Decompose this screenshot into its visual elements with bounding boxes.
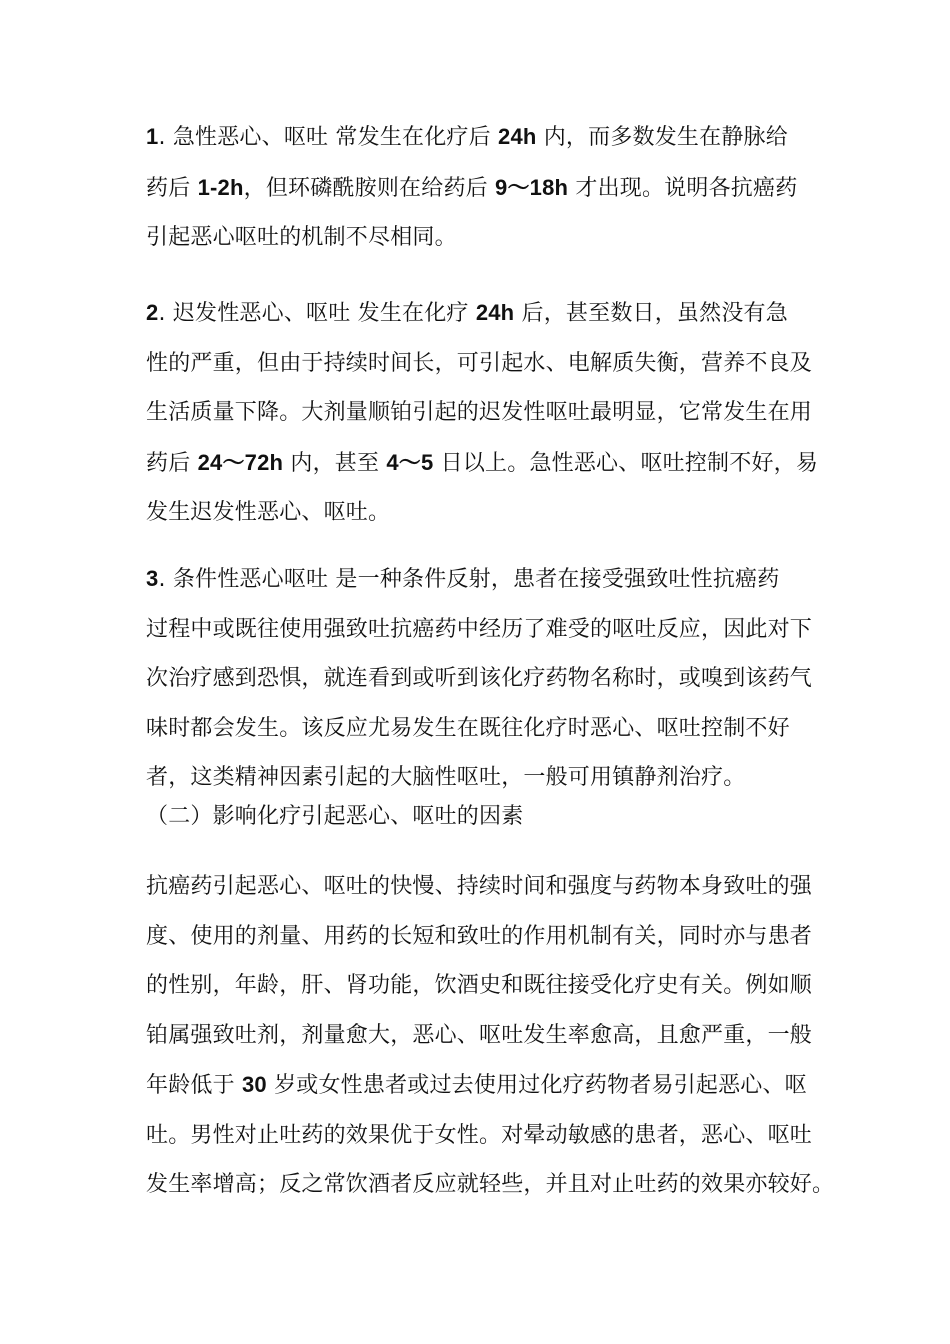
bold-value: 24～72h bbox=[197, 449, 284, 475]
text-segment: 铂属强致吐剂，剂量愈大，恶心、呕吐发生率愈高，且愈严重，一般 bbox=[146, 1022, 813, 1048]
text-line bbox=[146, 488, 818, 538]
text-line bbox=[146, 1011, 834, 1061]
text-line bbox=[146, 862, 834, 912]
bold-value: 24h bbox=[475, 300, 515, 325]
text-segment: . 条件性恶心呕吐 是一种条件反射，患者在接受强致吐性抗癌药 bbox=[158, 567, 780, 592]
text-line bbox=[146, 163, 797, 214]
text-line bbox=[146, 1160, 834, 1210]
text-line bbox=[146, 112, 797, 163]
text-segment: 味时都会发生。该反应尤易发生在既往化疗时恶心、呕吐控制不好 bbox=[146, 715, 790, 741]
text-segment: 后，甚至数日，虽然没有急 bbox=[514, 301, 788, 326]
text-segment: 日以上。急性恶心、呕吐控制不好，易 bbox=[433, 450, 819, 476]
heading-text: （二）影响化疗引起恶心、呕吐的因素 bbox=[146, 804, 524, 829]
text-segment: ，但环磷酰胺则在给药后 bbox=[243, 175, 496, 201]
bold-value: 4～5 bbox=[386, 449, 434, 475]
paragraph-acute-nausea bbox=[146, 112, 797, 263]
text-line bbox=[146, 605, 812, 655]
text-segment: . 急性恶心、呕吐 常发生在化疗后 bbox=[158, 125, 499, 150]
text-segment: 岁或女性患者或过去使用过化疗药物者易引起恶心、呕 bbox=[266, 1073, 807, 1098]
text-segment: 药后 bbox=[146, 450, 198, 476]
text-line bbox=[146, 438, 818, 489]
text-line bbox=[146, 912, 834, 962]
text-line bbox=[146, 388, 818, 438]
text-segment: 发生迟发性恶心、呕吐。 bbox=[146, 500, 391, 525]
text-segment: 内，甚至 bbox=[283, 450, 387, 476]
text-line bbox=[146, 339, 818, 389]
text-segment: 发生率增高；反之常饮酒者反应就轻些，并且对止吐药的效果亦较好。 bbox=[146, 1172, 835, 1197]
text-segment: 药后 bbox=[146, 175, 198, 201]
text-segment: 过程中或既往使用强致吐抗癌药中经历了难受的呕吐反应，因此对下 bbox=[146, 616, 813, 642]
text-line bbox=[146, 704, 812, 754]
bold-value: 30 bbox=[242, 1072, 267, 1097]
text-line bbox=[146, 961, 834, 1011]
text-segment: . 迟发性恶心、呕吐 发生在化疗 bbox=[158, 301, 476, 326]
paragraph-influencing-factors bbox=[146, 862, 834, 1210]
item-number: 1 bbox=[146, 124, 159, 149]
text-line bbox=[146, 1111, 834, 1161]
bold-value: 9～18h bbox=[495, 174, 569, 200]
bold-value: 24h bbox=[498, 124, 537, 149]
text-line bbox=[146, 654, 812, 704]
text-segment: 的性别，年龄，肝、肾功能，饮酒史和既往接受化疗史有关。例如顺 bbox=[146, 973, 813, 998]
text-segment: 内，而多数发生在静脉给 bbox=[536, 125, 788, 150]
paragraph-delayed-nausea bbox=[146, 288, 818, 538]
item-number: 2 bbox=[146, 300, 159, 325]
text-segment: 吐。男性对止吐药的效果优于女性。对晕动敏感的患者，恶心、呕吐 bbox=[146, 1122, 813, 1148]
text-segment: 度、使用的剂量、用药的长短和致吐的作用机制有关，同时亦与患者 bbox=[146, 923, 813, 949]
paragraph-conditioned-nausea bbox=[146, 554, 812, 803]
text-line bbox=[146, 792, 523, 842]
text-segment: 抗癌药引起恶心、呕吐的快慢、持续时间和强度与药物本身致吐的强 bbox=[146, 874, 813, 899]
text-segment: 次治疗感到恐惧，就连看到或听到该化疗药物名称时，或嗅到该药气 bbox=[146, 666, 813, 691]
text-line bbox=[146, 554, 812, 605]
text-segment: 生活质量下降。大剂量顺铂引起的迟发性呕吐最明显，它常发生在用 bbox=[146, 400, 813, 425]
text-line bbox=[146, 213, 797, 263]
item-number: 3 bbox=[146, 566, 159, 591]
text-segment: 性的严重，但由于持续时间长，可引起水、电解质失衡，营养不良及 bbox=[146, 350, 813, 376]
section-heading bbox=[146, 792, 523, 842]
text-line bbox=[146, 1060, 834, 1111]
text-segment: 才出现。说明各抗癌药 bbox=[568, 175, 798, 201]
text-segment: 年龄低于 bbox=[146, 1073, 242, 1098]
text-line bbox=[146, 288, 818, 339]
text-segment: 引起恶心呕吐的机制不尽相同。 bbox=[146, 225, 457, 250]
bold-value: 1-2h bbox=[197, 174, 244, 200]
text-segment: 者，这类精神因素引起的大脑性呕吐，一般可用镇静剂治疗。 bbox=[146, 765, 746, 790]
